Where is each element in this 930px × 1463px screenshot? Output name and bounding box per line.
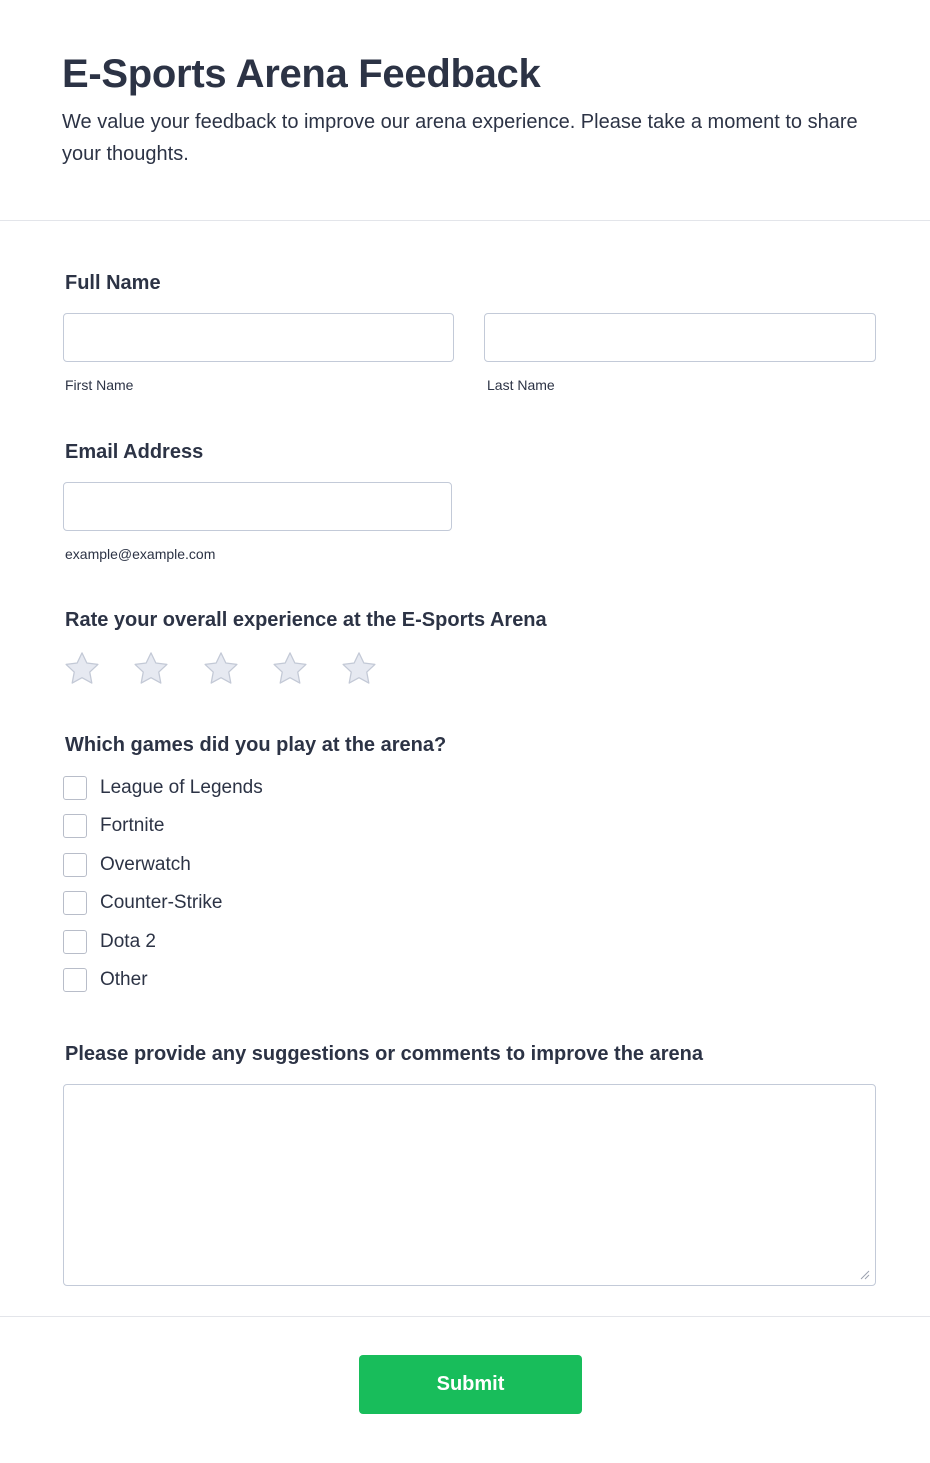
games-label: Which games did you play at the arena?: [65, 734, 447, 756]
checkbox[interactable]: [63, 930, 87, 954]
star-icon[interactable]: [202, 650, 240, 688]
checkbox[interactable]: [63, 814, 87, 838]
game-option-label: League of Legends: [100, 777, 263, 798]
game-option-label: Dota 2: [100, 930, 156, 952]
last-name-input[interactable]: [484, 313, 876, 362]
game-option[interactable]: [63, 775, 263, 801]
game-option[interactable]: [63, 852, 191, 878]
form-subtitle: We value your feedback to improve our arena experience. Please take a moment to share your thoughts.: [62, 111, 858, 165]
checkbox[interactable]: [63, 891, 87, 915]
email-label: Email Address: [65, 441, 204, 463]
suggestions-label: Please provide any suggestions or comments to improve the arena: [65, 1043, 703, 1065]
checkbox[interactable]: [63, 968, 87, 992]
star-icon[interactable]: [340, 650, 378, 688]
star-icon[interactable]: [132, 650, 170, 688]
game-option-label: Overwatch: [100, 853, 191, 875]
checkbox[interactable]: [63, 776, 87, 800]
rating-label: Rate your overall experience at the E-Sports Arena: [65, 609, 547, 631]
game-option-label: Other: [100, 969, 148, 990]
game-option-label: Fortnite: [100, 815, 165, 837]
suggestions-textarea[interactable]: [63, 1084, 876, 1286]
full-name-label: Full Name: [65, 272, 161, 294]
game-option[interactable]: [63, 890, 223, 916]
star-icon[interactable]: [271, 650, 309, 688]
game-option[interactable]: [63, 929, 156, 955]
checkbox[interactable]: [63, 853, 87, 877]
email-input[interactable]: [63, 482, 452, 531]
game-option[interactable]: [63, 813, 164, 839]
last-name-sublabel: Last Name: [487, 377, 555, 393]
submit-button[interactable]: Submit: [359, 1355, 582, 1414]
game-option-label: Counter-Strike: [100, 892, 223, 914]
form-header: [0, 0, 930, 221]
game-option[interactable]: [63, 967, 148, 993]
form-title: E-Sports Arena Feedback: [62, 52, 541, 96]
resize-grip-icon[interactable]: [858, 1268, 870, 1280]
first-name-input[interactable]: [63, 313, 454, 362]
footer-divider: [0, 1316, 930, 1317]
star-icon[interactable]: [63, 650, 101, 688]
email-sublabel: example@example.com: [65, 546, 216, 562]
first-name-sublabel: First Name: [65, 377, 134, 393]
